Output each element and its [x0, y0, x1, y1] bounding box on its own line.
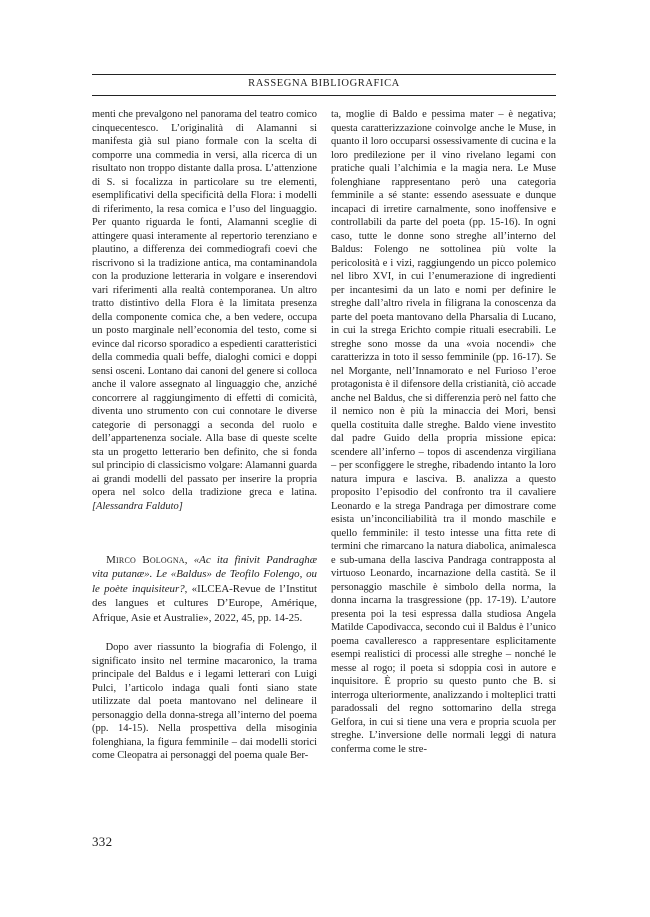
running-head: RASSEGNA BIBLIOGRAFICA	[248, 78, 400, 89]
right-column-text: ta, moglie di Baldo e pessima mater – è negativa; questa caratterizzazione coinvolge anche le Muse, in quanto il loro occuparsi ossessivamente di cucina e la loro predilezione per il vino rivelano legami con pratiche quali l’alchimia e la magia nera. Le Muse folenghiane rappresentano però una categoria femminile a sé stante: essendo asessuate e dunque incapaci di irretire carnalmente, sono inoffensive e controllabili da parte del poeta (pp. 15-16). In ogni caso, tutte le donne sono streghe all’interno del Baldus: Folengo ne sottolinea più volte la pericolosità e i vizi, raggiungendo un picco polemico nel libro XVI, in cui l’enumerazione di ingredienti per incantesimi da un lato e nomi per definire le streghe dall’altro rivela in filigrana la conoscenza da parte del poeta mantovano della Pharsalia di Lucano, in cui la strega Erichto compie rituali esecrabili. Le streghe sono mosse da una «voia nocendi» che caratterizza in toto il sesso femminile (pp. 16-17). Se nel Morgante, nell’Innamorato e nel Furioso l’eroe protagonista è il difensore della cristianità, ciò accade anche nel Baldus, che si differenzia però nel fatto che il nemico non è più la minaccia dei Mori, bensì quella costituita dalle streghe. Baldo viene investito dal padre Guido della propria missione epica: scendere all’inferno – topos di ascendenza virgiliana – per sconfiggere le streghe, ribadendo intanto la loro natura impura e lasciva. B. analizza a questo proposito l’episodio del confronto tra il cavaliere Leonardo e la strega Pandraga per dimostrare come esista un’inconciliabilità tra il mondo maschile e quello femminile: il testo intesse una fitta rete di termini che rimarcano la natura diabolica, animalesca e sub-umana della lasciva Pandraga contrapposta al virtuoso Leonardo, incarnazione della castità. Se il personaggio maschile è simbolo della norma, la donna incarna la trasgressione (pp. 17-19). L’autore presenta poi la tesi espressa dalla studiosa Angela Matilde Capodivacca, secondo cui il Baldus è l’unico poema cavalleresco a rappresentare esplicitamente esempi realistici di processi alle streghe – nonché le messe al rogo; il poeta si sdoppia così in autore e inquisitore. È proprio su questo punto che B. si interroga ulteriormente, analizzando i molteplici tratti paradossali del regno sottomarino della strega Gelfora, in cui si tiene una vera e propria scuola per streghe. L’inversione delle normali leggi di natura conferma come le stre-	[331, 109, 556, 755]
header-rule-bottom	[92, 95, 556, 96]
review2-text: Dopo aver riassunto la biografia di Folengo, il significato insito nel termine macaronico, la trama principale del Baldus e i legami letterari con Luigi Pulci, l’articolo indaga quali fonti siano state utilizzate dal poeta mantovano nel delineare il personaggio della donna-strega all’interno del poema (pp. 14-15). Nella prospettiva della misoginia folenghiana, la figura femminile – dai modelli storici come Cleopatra ai personaggi del poema quale Ber-	[92, 642, 317, 762]
bibliography-author: Mirco Bologna	[106, 554, 185, 566]
bibliography-entry: Mirco Bologna, «Ac ita finivit Pandraghæ vita putanæ». Le «Baldus» de Teofilo Folengo, ou le poète inquisiteur?, «ILCEA-Revue de l’Institut des langues et cultures D’Europe, Amérique, Afrique, Asie et Australie», 2022, 45, pp. 14-25.	[92, 554, 317, 624]
page-number: 332	[92, 834, 113, 849]
review-signature: [Alessandra Falduto]	[92, 500, 183, 512]
bibliography-title: «Ac ita finivit Pandraghæ vita putanæ». Le «Baldus» de Teofilo Folengo, ou le poète inquisiteur?	[92, 554, 317, 595]
left-column	[92, 108, 317, 763]
right-column	[331, 108, 556, 756]
review-text	[92, 108, 317, 513]
header-rule-top	[92, 74, 556, 75]
review-body: menti che prevalgono nel panorama del teatro comico cinquecentesco. L’originalità di Alamanni si manifesta già sul piano formale con la scelta di comporre una commedia in versi, alla ricerca di un risultato non troppo distante dalla prosa. L’attenzione di S. si focalizza in particolare su tre elementi, esemplificativi della specificità della Flora: i modelli di riferimento, la resa comica e l’uso del linguaggio. Per quanto riguarda le fonti, Alamanni sceglie di attingere quasi interamente al repertorio terenziano e plautino, a differenza dei commediografi coevi che riscrivono sì la tradizione antica, ma contaminandola con la produzione letteraria in volgare e inserendovi vari riferimenti alla realtà contemporanea. Un altro tratto distintivo della Flora è la limitata presenza della componente comica che, a ben vedere, occupa un posto marginale nell’economia del testo, come si evince dal ricorso sporadico a espedienti caratteristici della commedia quali beffe, dialoghi comici e doppi sensi osceni. Lontano dai canoni del genere si colloca anche il valore assegnato al linguaggio che, anziché concorrere al raggiungimento di effetti di comicità, diventa uno strumento con cui connotare le diverse categorie di personaggi a seconda del ruolo e dell’appartenenza sociale. Alla base di queste scelte sta un progetto letterario ben definito, che si fonda sul principio di classicismo volgare: Alamanni guarda ai grandi modelli del passato per inserire la propria opera nel solco della tradizione greca e latina.	[92, 109, 317, 498]
bibliography-journal: «ILCEA-Revue de l’Institut des langues et cultures D’Europe, Amérique, Afrique, Asie et Australie», 2022, 45, pp. 14-25.	[92, 582, 317, 624]
